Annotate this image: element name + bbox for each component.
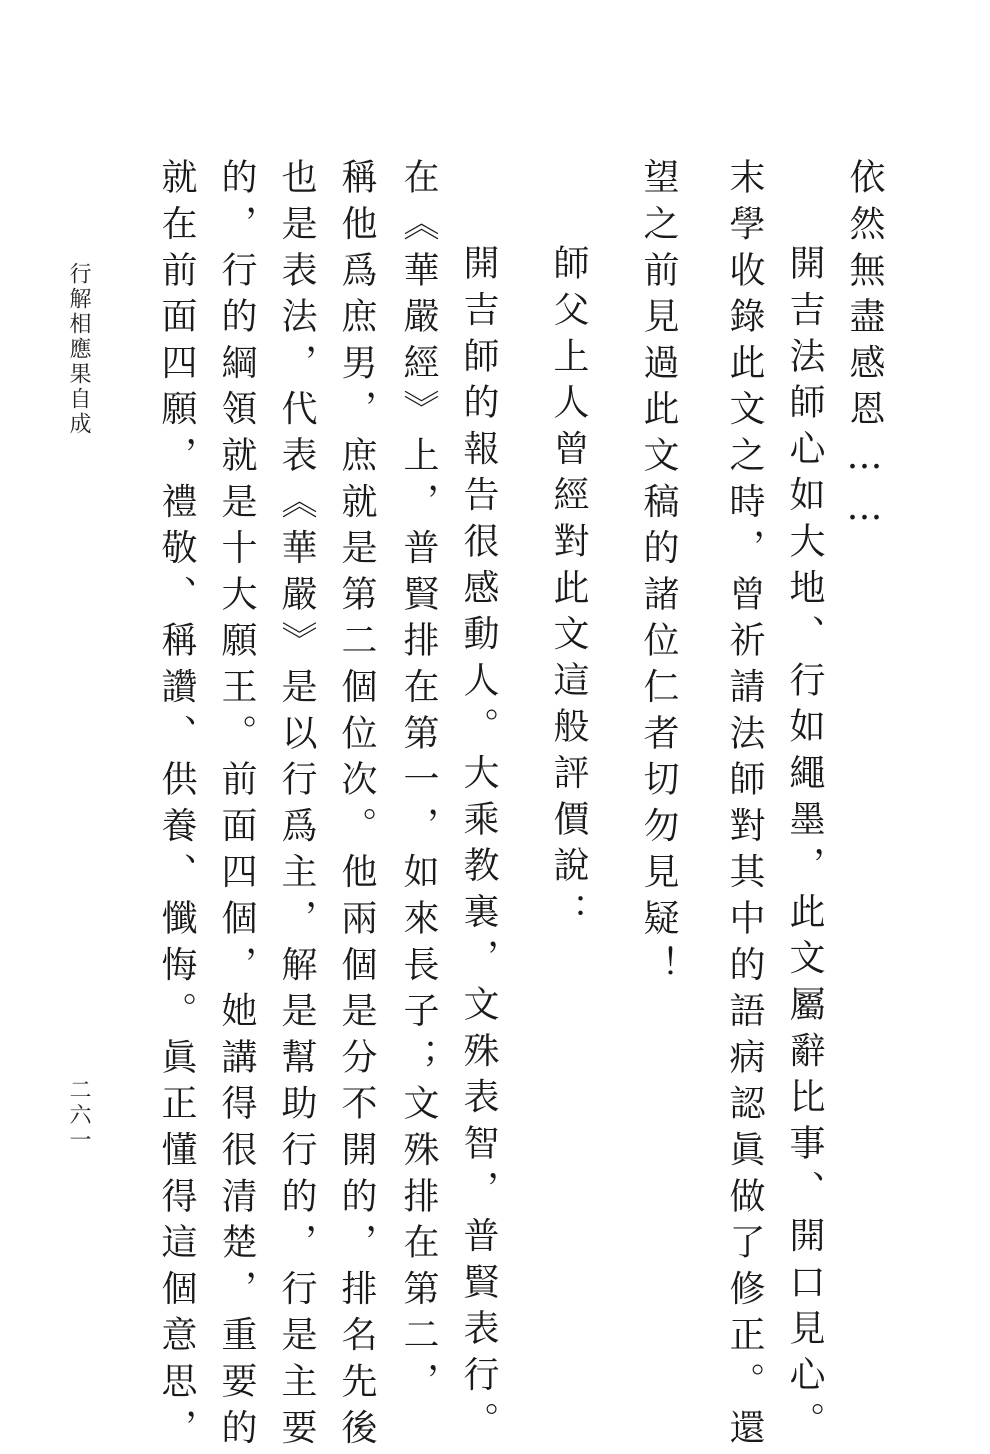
- text-column-11: 就在前面四願，禮敬、稱讚、供養、懺悔。眞正懂得這個意思，: [156, 158, 197, 1454]
- text-column-5: 師父上人曾經對此文這般評價說：: [548, 244, 589, 939]
- running-title: 行解相應果自成: [66, 262, 91, 437]
- text-column-7: 在《華嚴經》上，普賢排在第一，如來長子；文殊排在第二，: [398, 158, 439, 1409]
- text-column-2: 開吉法師心如大地、行如繩墨，此文屬辭比事、開口見心。: [784, 244, 825, 1448]
- text-column-8: 稱他爲庶男，庶就是第二個位次。他兩個是分不開的，排名先後: [336, 158, 377, 1454]
- text-column-4: 望之前見過此文稿的諸位仁者切勿見疑！: [638, 158, 679, 992]
- text-column-9: 也是表法，代表《華嚴》是以行爲主，解是幫助行的，行是主要: [276, 158, 317, 1454]
- text-column-6: 開吉師的報告很感動人。大乘教裏，文殊表智，普賢表行。: [458, 244, 499, 1448]
- page-number: 二六一: [66, 1078, 91, 1153]
- text-column-10: 的，行的綱領就是十大願王。前面四個，她講得很清楚，重要的: [216, 158, 257, 1454]
- text-column-3: 末學收錄此文之時，曾祈請法師對其中的語病認眞做了修正。還: [724, 158, 765, 1454]
- text-column-1: 依然無盡感恩……: [844, 158, 885, 539]
